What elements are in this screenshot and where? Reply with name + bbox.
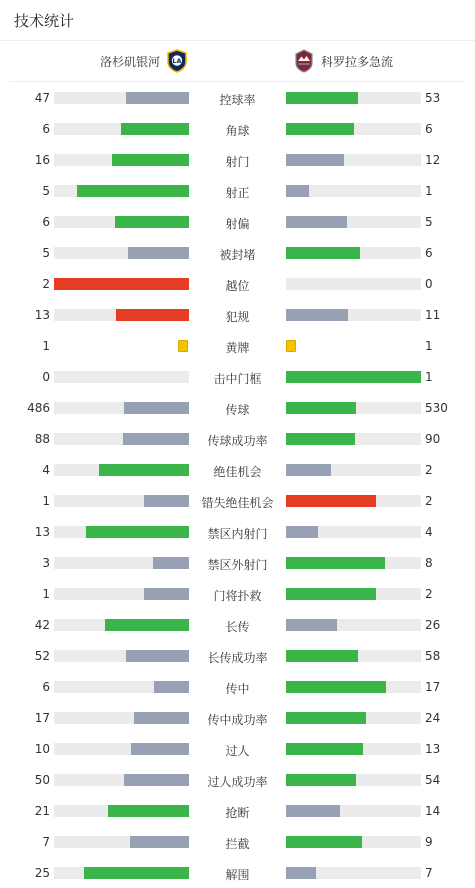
- away-team-name: 科罗拉多急流: [321, 54, 394, 69]
- home-value: 13: [34, 525, 50, 539]
- stat-label: 击中门框: [213, 372, 262, 386]
- away-value: 13: [425, 742, 441, 756]
- home-bar-fill: [77, 185, 189, 197]
- home-bar-track: [54, 433, 189, 445]
- away-bar-fill: [286, 495, 376, 507]
- home-bar-track: [54, 805, 189, 817]
- away-bar-track: [286, 309, 421, 321]
- away-value: 14: [425, 804, 441, 818]
- away-value: 0: [425, 277, 433, 291]
- home-bar-track: [54, 402, 189, 414]
- away-value: 5: [425, 215, 433, 229]
- home-value: 486: [27, 401, 50, 415]
- home-bar-fill: [84, 867, 189, 879]
- home-bar-fill: [126, 92, 189, 104]
- away-value: 24: [425, 711, 441, 725]
- stat-row: [0, 640, 475, 671]
- stat-label: 抢断: [225, 806, 250, 820]
- stat-label: 越位: [225, 279, 250, 293]
- away-bar-fill: [286, 743, 363, 755]
- away-bar-track: [286, 805, 421, 817]
- away-bar-fill: [286, 216, 347, 228]
- page-header: [0, 0, 475, 41]
- away-value: 8: [425, 556, 433, 570]
- stat-label: 长传: [225, 620, 250, 634]
- away-bar-track: [286, 557, 421, 569]
- away-bar-track: [286, 495, 421, 507]
- away-value: 6: [425, 246, 433, 260]
- away-bar-fill: [286, 123, 354, 135]
- stat-label: 长传成功率: [207, 651, 268, 665]
- home-bar-fill: [54, 278, 189, 290]
- away-value: 54: [425, 773, 441, 787]
- home-value: 0: [42, 370, 50, 384]
- home-bar-fill: [105, 619, 189, 631]
- home-value: 2: [42, 277, 50, 291]
- stat-row: [0, 764, 475, 795]
- home-bar-track: [54, 185, 189, 197]
- stat-label: 射正: [225, 186, 250, 200]
- home-bar-track: [54, 92, 189, 104]
- away-bar-fill: [286, 836, 362, 848]
- away-bar-track: [286, 216, 421, 228]
- home-bar-fill: [134, 712, 189, 724]
- stat-row: [0, 826, 475, 857]
- home-team-name: 洛杉矶银河: [99, 54, 160, 69]
- away-bar-fill: [286, 588, 376, 600]
- home-value: 50: [34, 773, 50, 787]
- away-bar-fill: [286, 154, 344, 166]
- away-value: 12: [425, 153, 441, 167]
- away-value: 58: [425, 649, 441, 663]
- home-bar-track: [54, 774, 189, 786]
- home-bar-fill: [108, 805, 189, 817]
- home-value: 1: [42, 494, 50, 508]
- stat-label: 黄牌: [225, 341, 250, 355]
- home-bar-fill: [153, 557, 189, 569]
- stat-row: [0, 578, 475, 609]
- away-bar-track: [286, 402, 421, 414]
- away-bar-fill: [286, 309, 348, 321]
- home-bar-fill: [124, 774, 189, 786]
- away-value: 6: [425, 122, 433, 136]
- stat-row: [0, 268, 475, 299]
- home-bar-fill: [128, 247, 189, 259]
- page-title: 技术统计: [14, 11, 75, 30]
- stat-label: 禁区外射门: [207, 558, 268, 572]
- home-team[interactable]: [100, 49, 188, 73]
- home-bar-track: [54, 557, 189, 569]
- home-bar-fill: [123, 433, 189, 445]
- colorado-rapids-crest-icon: [293, 49, 315, 73]
- home-bar-track: [54, 650, 189, 662]
- away-bar-fill: [286, 805, 340, 817]
- home-bar-fill: [124, 402, 189, 414]
- away-bar-track: [286, 433, 421, 445]
- away-value: 26: [425, 618, 441, 632]
- away-bar-fill: [286, 92, 358, 104]
- stat-label: 控球率: [219, 93, 256, 107]
- away-value: 17: [425, 680, 441, 694]
- away-bar-track: [286, 526, 421, 538]
- stat-row: [0, 423, 475, 454]
- home-bar-fill: [130, 836, 189, 848]
- stat-row: [0, 733, 475, 764]
- away-value: 53: [425, 91, 441, 105]
- home-value: 17: [34, 711, 50, 725]
- home-value: 5: [42, 184, 50, 198]
- away-bar-fill: [286, 867, 316, 879]
- away-bar-track: [286, 867, 421, 879]
- stat-row: [0, 485, 475, 516]
- away-bar-track: [286, 247, 421, 259]
- away-bar-fill: [286, 557, 385, 569]
- home-value: 6: [42, 215, 50, 229]
- stat-row: [0, 175, 475, 206]
- home-value: 88: [34, 432, 50, 446]
- stat-label: 射偏: [225, 217, 250, 231]
- home-value: 21: [34, 804, 50, 818]
- home-value: 52: [34, 649, 50, 663]
- stat-row: [0, 795, 475, 826]
- stat-row: [0, 361, 475, 392]
- away-value: 2: [425, 463, 433, 477]
- away-bar-track: [286, 371, 421, 383]
- away-bar-track: [286, 619, 421, 631]
- stat-row: [0, 144, 475, 175]
- home-value: 1: [42, 587, 50, 601]
- home-bar-fill: [121, 123, 189, 135]
- home-bar-track: [54, 526, 189, 538]
- stat-row: [0, 330, 475, 361]
- home-bar-track: [54, 371, 189, 383]
- home-bar-fill: [126, 650, 189, 662]
- away-bar-track: [286, 588, 421, 600]
- stat-label: 犯规: [225, 310, 250, 324]
- home-bar-track: [54, 836, 189, 848]
- home-value: 42: [34, 618, 50, 632]
- away-bar-track: [286, 185, 421, 197]
- stat-label: 解围: [225, 868, 250, 882]
- yellow-card-icon: [178, 340, 188, 352]
- stat-label: 被封堵: [219, 248, 256, 262]
- away-bar-track: [286, 774, 421, 786]
- away-bar-fill: [286, 774, 356, 786]
- away-bar-track: [286, 154, 421, 166]
- home-bar-track: [54, 247, 189, 259]
- stat-label: 门将扑救: [213, 589, 262, 603]
- home-value: 1: [42, 339, 50, 353]
- home-value: 10: [34, 742, 50, 756]
- away-bar-fill: [286, 185, 309, 197]
- away-bar-fill: [286, 433, 355, 445]
- away-value: 2: [425, 494, 433, 508]
- home-bar-fill: [86, 526, 189, 538]
- away-bar-track: [286, 464, 421, 476]
- stat-row: [0, 516, 475, 547]
- away-value: 11: [425, 308, 441, 322]
- away-value: 2: [425, 587, 433, 601]
- away-bar-track: [286, 712, 421, 724]
- home-bar-fill: [112, 154, 189, 166]
- stat-row: [0, 82, 475, 113]
- home-value: 25: [34, 866, 50, 880]
- stat-label: 角球: [225, 124, 250, 138]
- home-value: 16: [34, 153, 50, 167]
- stat-label: 过人: [225, 744, 250, 758]
- home-bar-track: [54, 712, 189, 724]
- stat-label: 传球: [225, 403, 250, 417]
- stat-row: [0, 299, 475, 330]
- home-bar-track: [54, 588, 189, 600]
- stat-row: [0, 454, 475, 485]
- yellow-card-icon: [286, 340, 296, 352]
- home-bar-fill: [116, 309, 189, 321]
- home-bar-track: [54, 278, 189, 290]
- home-value: 47: [34, 91, 50, 105]
- stat-label: 绝佳机会: [213, 465, 262, 479]
- away-bar-track: [286, 650, 421, 662]
- away-bar-track: [286, 123, 421, 135]
- stat-label: 传中成功率: [207, 713, 268, 727]
- away-bar-track: [286, 681, 421, 693]
- away-team[interactable]: [293, 49, 393, 73]
- away-value: 1: [425, 339, 433, 353]
- stat-label: 传中: [225, 682, 250, 696]
- home-bar-track: [54, 495, 189, 507]
- home-bar-fill: [115, 216, 189, 228]
- stat-row: [0, 857, 475, 888]
- home-value: 6: [42, 680, 50, 694]
- home-bar-fill: [99, 464, 189, 476]
- stats-list: [0, 82, 475, 888]
- home-value: 6: [42, 122, 50, 136]
- away-value: 9: [425, 835, 433, 849]
- stat-row: [0, 702, 475, 733]
- stat-row: [0, 671, 475, 702]
- home-bar-fill: [144, 588, 189, 600]
- away-value: 4: [425, 525, 433, 539]
- away-bar-fill: [286, 619, 337, 631]
- svg-text:LA: LA: [172, 57, 182, 65]
- away-bar-track: [286, 836, 421, 848]
- home-bar-track: [54, 619, 189, 631]
- away-bar-fill: [286, 371, 421, 383]
- home-value: 4: [42, 463, 50, 477]
- home-bar-fill: [154, 681, 189, 693]
- stat-row: [0, 609, 475, 640]
- away-value: 530: [425, 401, 448, 415]
- home-value: 5: [42, 246, 50, 260]
- away-bar-track: [286, 743, 421, 755]
- away-value: 90: [425, 432, 441, 446]
- stat-label: 拦截: [225, 837, 250, 851]
- home-value: 7: [42, 835, 50, 849]
- away-value: 7: [425, 866, 433, 880]
- stat-row: [0, 113, 475, 144]
- stat-label: 禁区内射门: [207, 527, 268, 541]
- away-value: 1: [425, 370, 433, 384]
- home-value: 3: [42, 556, 50, 570]
- stat-label: 错失绝佳机会: [201, 496, 274, 510]
- stat-label: 射门: [225, 155, 250, 169]
- teams-header: [9, 41, 466, 82]
- home-bar-track: [54, 867, 189, 879]
- away-bar-fill: [286, 650, 358, 662]
- stat-label: 传球成功率: [207, 434, 268, 448]
- home-bar-track: [54, 743, 189, 755]
- away-bar-track: [286, 278, 421, 290]
- stat-label: 过人成功率: [207, 775, 268, 789]
- la-galaxy-crest-icon: [166, 49, 188, 73]
- stat-row: [0, 547, 475, 578]
- home-bar-fill: [131, 743, 189, 755]
- home-bar-track: [54, 123, 189, 135]
- home-bar-track: [54, 681, 189, 693]
- away-bar-fill: [286, 712, 366, 724]
- home-bar-fill: [144, 495, 189, 507]
- stat-row: [0, 237, 475, 268]
- away-bar-fill: [286, 402, 356, 414]
- away-bar-fill: [286, 526, 318, 538]
- away-bar-fill: [286, 247, 360, 259]
- away-bar-fill: [286, 681, 386, 693]
- stat-row: [0, 392, 475, 423]
- home-value: 13: [34, 308, 50, 322]
- home-bar-track: [54, 309, 189, 321]
- away-value: 1: [425, 184, 433, 198]
- home-bar-track: [54, 216, 189, 228]
- away-bar-track: [286, 92, 421, 104]
- home-bar-track: [54, 154, 189, 166]
- home-bar-track: [54, 464, 189, 476]
- stat-row: [0, 206, 475, 237]
- away-bar-fill: [286, 464, 331, 476]
